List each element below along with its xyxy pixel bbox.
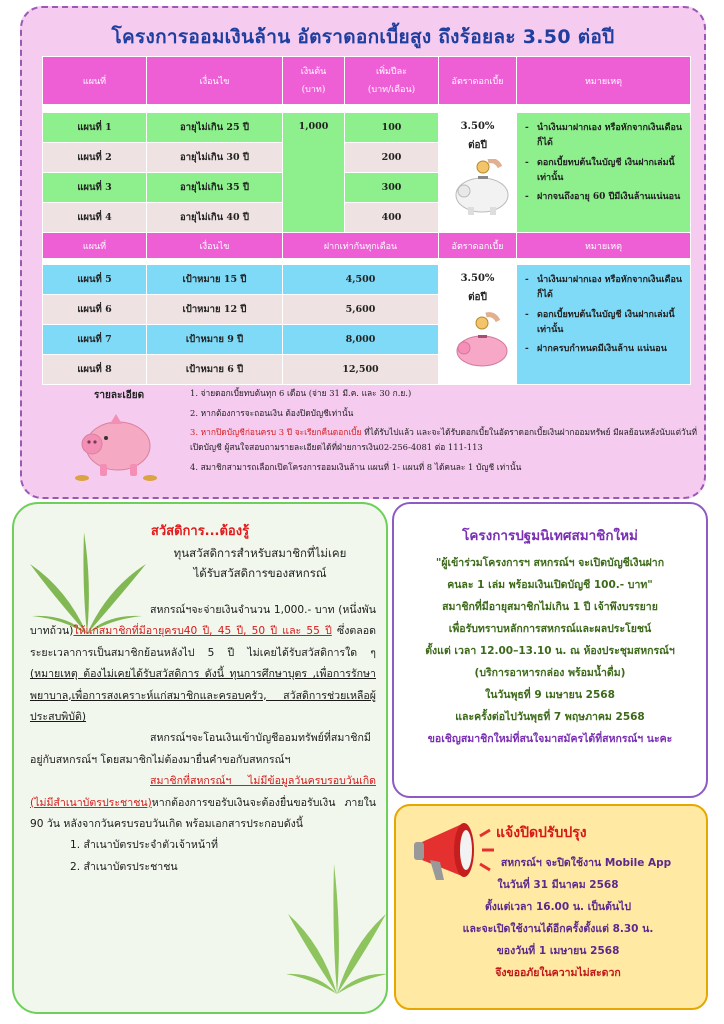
plan-cell: แผนที่ 8 [43,355,147,385]
detail-item: 1. จ่ายดอกเบี้ยทบต้นทุก 6 เดือน (จ่าย 31 มี.ค. และ 30 ก.ย.) [190,388,412,398]
note-item: - ฝากครบกำหนดมีเงินล้าน แน่นอน [525,342,684,357]
welfare-title: สวัสดิการ...ต้องรู้ [150,524,250,539]
orientation-line: คนละ 1 เล่ม พร้อมเงินเปิดบัญชี 100.- บาท" [447,579,653,592]
maintenance-body [416,852,700,984]
monthly-cell: 4,500 [283,265,439,295]
rate-cell [439,265,517,385]
add-cell: 100 [345,113,439,143]
savings-table-plans-5-8 [42,232,691,385]
welfare-remark: (หมายเหตุ ต้องไม่เคยได้รับสวัสดิการ ดังนี้ ทุนการศึกษาบุตร ,เพื่อการรักษาพยาบาล,เพื่อการสงเคราะห์แก่สมาชิกและครอบครัว, สวัสดิการช่วยเหลือผู้ประสบพิบัติ) [30,668,376,723]
plan-cell: แผนที่ 7 [43,325,147,355]
maintenance-panel [394,804,708,1010]
welfare-no-birthday-note: สมาชิกที่สหกรณ์ฯ ไม่มีข้อมูลวันครบรอบวันเกิด (ไม่มีสำเนาบัตรประชาชน) [30,775,376,809]
rate-unit: ต่อปี [468,140,487,151]
plan-cell: แผนที่ 4 [43,203,147,233]
welfare-condition-text: ซึ่งตลอดระยะเวลาการเป็นสมาชิกย้อนหลังไป 5 ปี ไม่เคยได้รับสวัสดิการใด ๆ [30,625,376,659]
maintenance-line: และจะเปิดใช้งานได้อีกครั้งตั้งแต่ 8.30 น. [462,923,654,936]
detail-item-warning: 3. หากปิดบัญชีก่อนครบ 3 ปี จะเรียกคืนดอกเบี้ย [190,427,362,438]
welfare-subtitle-line: ทุนสวัสดิการสำหรับสมาชิกที่ไม่เคย [173,546,347,560]
orientation-panel [392,502,708,798]
welfare-doc-item: 1. สำเนาบัตรประจำตัวเจ้าหน้าที่ [70,839,219,852]
details-list [190,386,702,480]
detail-item-text: ที่ได้รับไปแล้ว และจะได้รับดอกเบี้ยในอัตราดอกเบี้ยเงินฝากออมทรัพย์ มีผลย้อนหลังนับแต่วันที่เปิดบัญชี ผู้สนใจสอบถามรายละเอียดได้ที่ฝ่ายการเงิน02-256-4081 ต่อ 111-113 [190,427,697,453]
add-cell: 300 [345,173,439,203]
condition-cell: เป้าหมาย 12 ปี [147,295,283,325]
welfare-paragraph [30,771,376,835]
add-cell: 400 [345,203,439,233]
table-header-row [43,57,691,105]
table-header-row [43,233,691,259]
col-header-condition: เงื่อนไข [147,57,283,105]
col-header-principal: เงินต้น (บาท) [283,57,345,105]
orientation-line: ตั้งแต่ เวลา 12.00–13.10 น. ณ ห้องประชุมสหกรณ์ฯ [425,645,675,658]
welfare-subtitle-line: ได้รับสวัสดิการของสหกรณ์ [193,565,327,580]
col-header-plan: แผนที่ [43,57,147,105]
note-item: - นำเงินมาฝากเอง หรือหักจากเงินเดือนก็ได้ [525,273,684,303]
piggy-bank-icon [70,404,160,484]
condition-cell: เป้าหมาย 6 ปี [147,355,283,385]
condition-cell: อายุไม่เกิน 25 ปี [147,113,283,143]
savings-panel [20,6,706,499]
pink-piggy-bank-icon [442,311,514,369]
note-item: - ดอกเบี้ยทบต้นในบัญชี เงินฝากเล่มนี้เท่านั้น [525,308,684,338]
monthly-cell: 5,600 [283,295,439,325]
rate-cell [439,113,517,233]
rate-unit: ต่อปี [468,292,487,303]
table-spacer [43,105,691,113]
col-header-monthly: ฝากเท่ากันทุกเดือน [283,233,439,259]
detail-item: 2. หากต้องการจะถอนเงิน ต้องปิดบัญชีเท่านั้น [190,407,354,418]
note-item: - ดอกเบี้ยทบต้นในบัญชี เงินฝากเล่มนี้เท่านั้น [525,156,684,186]
plan-cell: แผนที่ 2 [43,143,147,173]
detail-item [190,425,702,454]
orientation-line: "ผู้เข้าร่วมโครงการฯ สหกรณ์ฯ จะเปิดบัญชีเงินฝาก [435,557,665,569]
col-header-rate: อัตราดอกเบี้ย [439,233,517,259]
monthly-cell: 12,500 [283,355,439,385]
col-header-rate: อัตราดอกเบี้ย [439,57,517,105]
rate-value: 3.50% [460,273,495,284]
condition-cell: เป้าหมาย 15 ปี [147,265,283,295]
welfare-body [30,600,376,878]
note-item: - นำเงินมาฝากเอง หรือหักจากเงินเดือนก็ได้ [525,121,684,151]
plan-cell: แผนที่ 3 [43,173,147,203]
monthly-cell: 8,000 [283,325,439,355]
maintenance-apology: จึงขออภัยในความไม่สะดวก [495,967,621,980]
note-item: - ฝากจนถึงอายุ 60 ปีมีเงินล้านแน่นอน [525,190,684,205]
col-header-condition: เงื่อนไข [147,233,283,259]
orientation-line: เพื่อรับทราบหลักการสหกรณ์และผลประโยชน์ [448,623,652,636]
welfare-panel [12,502,388,1014]
maintenance-title: แจ้งปิดปรับปรุง [496,825,587,841]
col-header-add: เพิ่มปีละ (บาท/เดือน) [345,57,439,105]
notes-cell [517,113,691,233]
savings-title: โครงการออมเงินล้าน อัตราดอกเบี้ยสูง ถึงร้อยละ 3.50 ต่อปี [111,26,615,48]
welfare-doc-item: 2. สำเนาบัตรประชาชน [70,860,178,873]
principal-cell: 1,000 [283,113,345,233]
welfare-paragraph: สหกรณ์ฯจะโอนเงินเข้าบัญชีออมทรัพย์ที่สมาชิกมีอยู่กับสหกรณ์ฯ โดยสมาชิกไม่ต้องมายื่นคำขอกับสหกรณ์ฯ [30,732,371,766]
col-header-plan: แผนที่ [43,233,147,259]
piggy-bank-icon [442,159,514,217]
welfare-eligible-ages: ให้แก่สมาชิกที่มีอายุครบ40 ปี, 45 ปี, 50 ปี และ 55 ปี [73,625,332,638]
orientation-line: สมาชิกที่มีอายุสมาชิกไม่เกิน 1 ปี เจ้าพึงบรรยาย [442,601,658,614]
welfare-claim-text: หากต้องการขอรับเงินจะต้องยื่นขอรับเงิน ภายใน 90 วัน หลังจากวันครบรอบวันเกิด พร้อมเอกสารประกอบดังนี้ [30,796,376,830]
add-cell: 200 [345,143,439,173]
condition-cell: อายุไม่เกิน 40 ปี [147,203,283,233]
rate-value: 3.50% [460,121,495,132]
orientation-body [404,552,696,750]
orientation-date: ในวันพุธที่ 9 เมษายน 2568 [485,689,615,702]
detail-item: 4. สมาชิกสามารถเลือกเปิดโครงการออมเงินล้าน แผนที่ 1- แผนที่ 8 ได้คนละ 1 บัญชี เท่านั้น [190,461,522,472]
table-row [43,113,691,143]
details-label: รายละเอียด [94,390,145,401]
col-header-notes: หมายเหตุ [517,57,691,105]
plan-cell: แผนที่ 6 [43,295,147,325]
maintenance-line: สหกรณ์ฯ จะปิดใช้งาน Mobile App [500,857,672,869]
savings-table-plans-1-4 [42,56,691,233]
table-row [43,265,691,295]
plan-cell: แผนที่ 5 [43,265,147,295]
condition-cell: อายุไม่เกิน 30 ปี [147,143,283,173]
welfare-paragraph [30,600,376,728]
orientation-date: และครั้งต่อไปวันพุธที่ 7 พฤษภาคม 2568 [455,711,645,724]
maintenance-line: ในวันที่ 31 มีนาคม 2568 [497,879,619,892]
notes-cell [517,265,691,385]
condition-cell: เป้าหมาย 9 ปี [147,325,283,355]
maintenance-line: ตั้งแต่เวลา 16.00 น. เป็นต้นไป [484,901,632,914]
condition-cell: อายุไม่เกิน 35 ปี [147,173,283,203]
plan-cell: แผนที่ 1 [43,113,147,143]
maintenance-line: ของวันที่ 1 เมษายน 2568 [496,945,620,958]
orientation-line: (บริการอาหารกล่อง พร้อมน้ำดื่ม) [474,667,626,680]
welfare-amount-text: สหกรณ์ฯจะจ่ายเงินจำนวน 1,000.- บาท (หนึ่งพันบาทถ้วน) [30,604,376,638]
orientation-title: โครงการปฐมนิเทศสมาชิกใหม่ [462,528,638,544]
welfare-subtitle [144,544,376,583]
orientation-invite: ขอเชิญสมาชิกใหม่ที่สนใจมาสมัครได้ที่สหกรณ์ฯ นะคะ [427,733,673,746]
col-header-notes: หมายเหตุ [517,233,691,259]
